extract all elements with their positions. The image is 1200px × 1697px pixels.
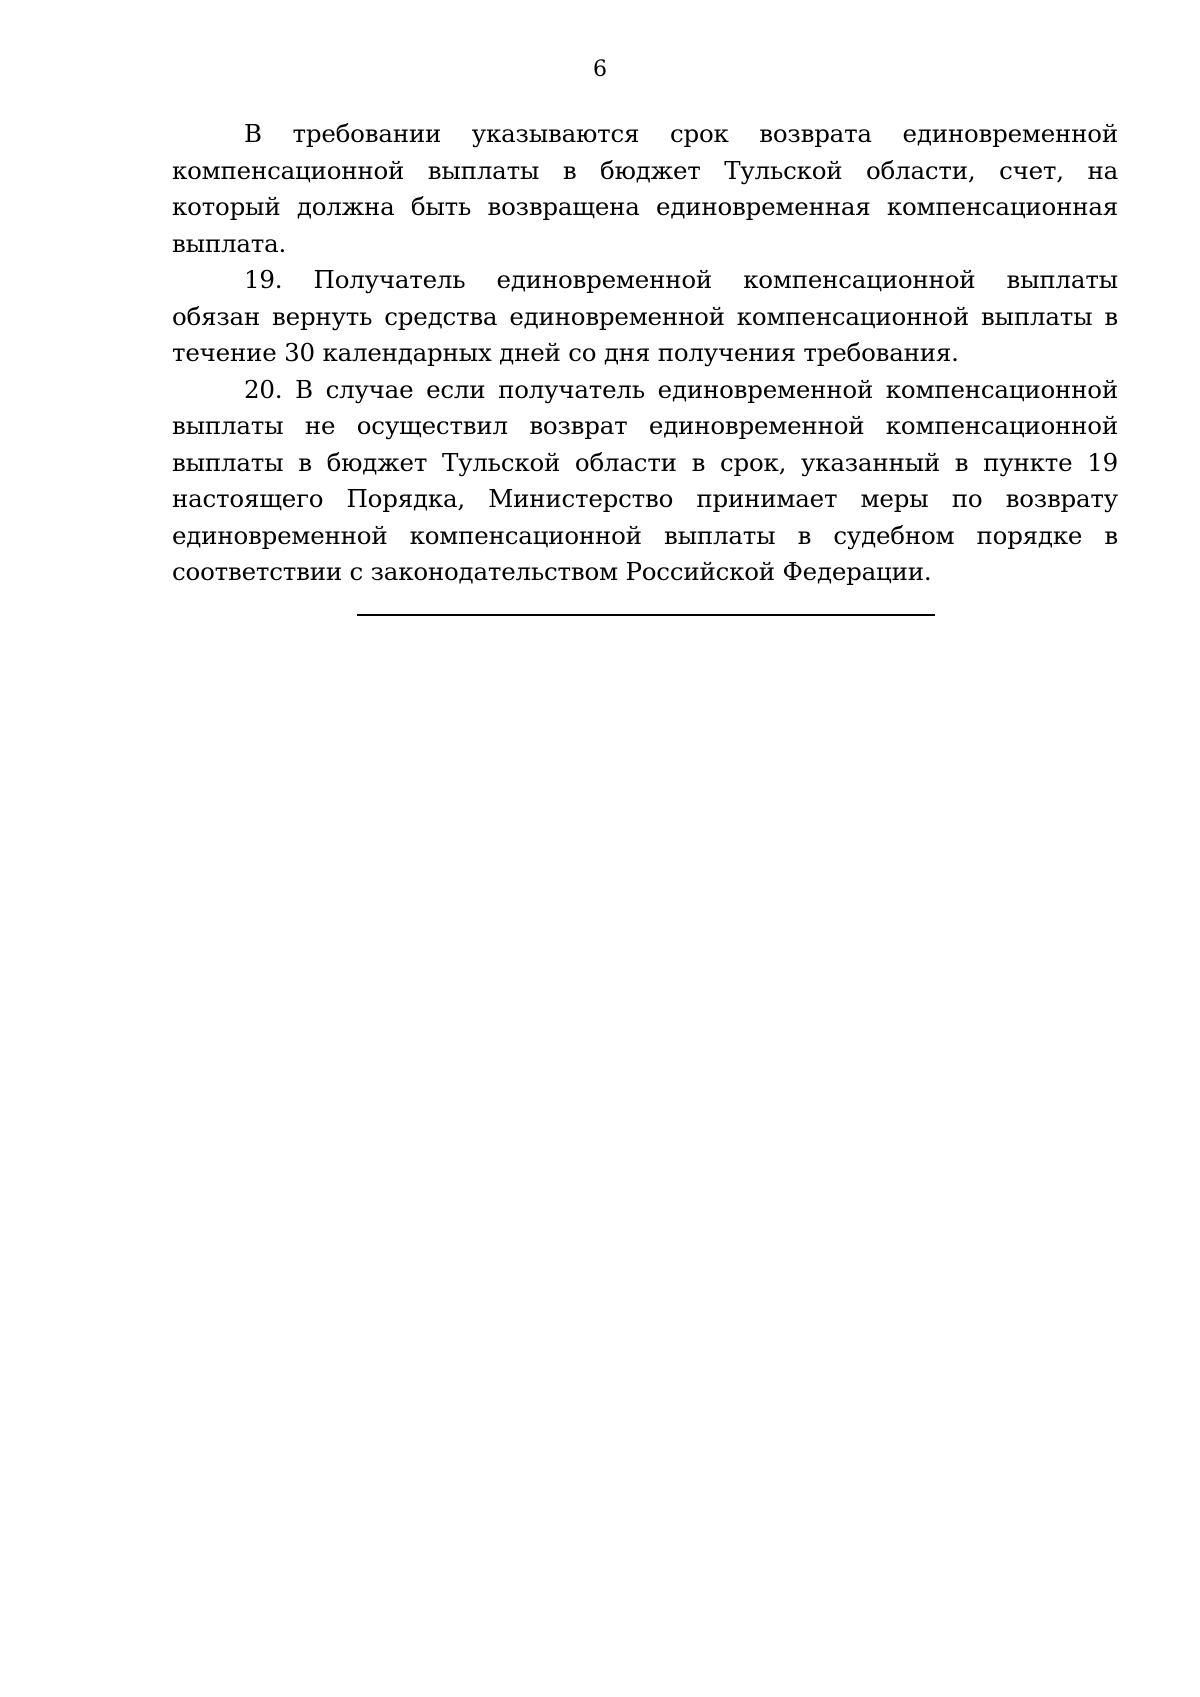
document-body <box>172 116 1118 591</box>
end-of-document-divider <box>357 614 935 616</box>
paragraph-requirement-details: В требовании указываются срок возврата единовременной компенсационной выплаты в бюджет Тульской области, счет, на который должна быть возвращена единовременная компенсационная выплата. <box>172 119 1118 258</box>
page-number: 6 <box>593 57 607 82</box>
paragraph-item-19: 19. Получатель единовременной компенсационной выплаты обязан вернуть средства единовременной компенсационной выплаты в течение 30 календарных дней со дня получения требования. <box>172 265 1118 367</box>
paragraph-item-20: 20. В случае если получатель единовременной компенсационной выплаты не осуществил возврат единовременной компенсационной выплаты в бюджет Тульской области в срок, указанный в пункте 19 настоящего Порядка, Министерство принимает меры по возврату единовременной компенсационной выплаты в судебном порядке в соответствии с законодательством Российской Федерации. <box>172 374 1118 586</box>
